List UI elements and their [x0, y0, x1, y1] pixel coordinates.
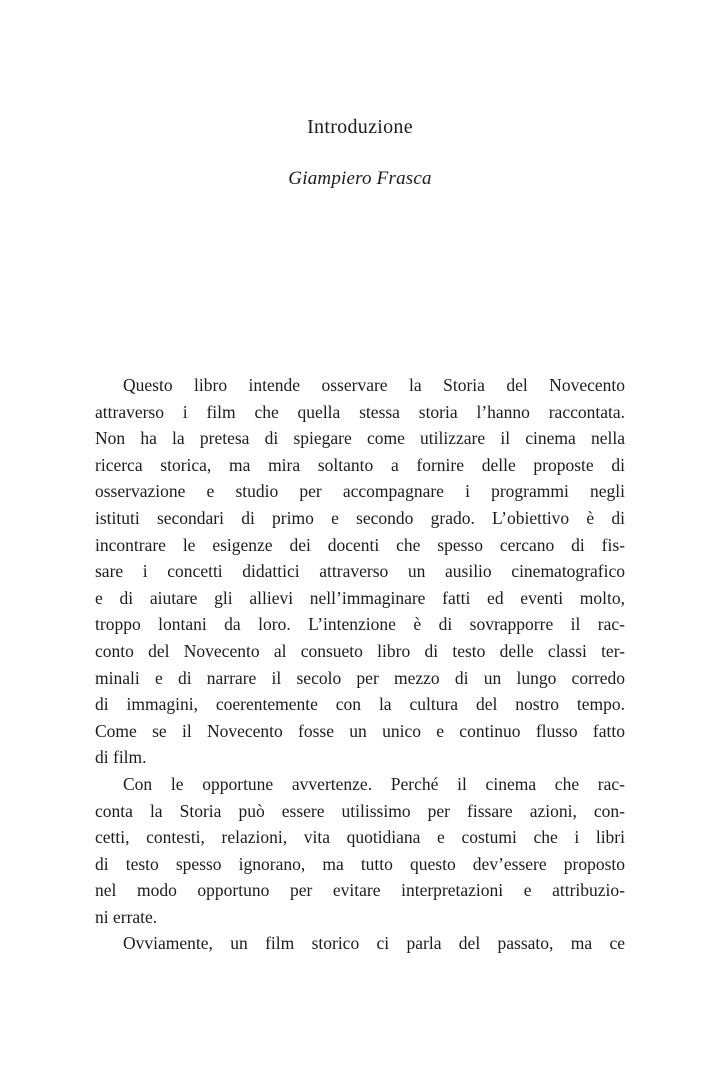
paragraph [95, 372, 625, 771]
text-line: di film. [95, 747, 147, 768]
author-name: Giampiero Frasca [288, 168, 432, 189]
body-text [95, 372, 625, 957]
text-line: Con le opportune avvertenze. Perché il cinema che rac- [123, 773, 625, 794]
text-line: attraverso i film che quella stessa storia l’hanno raccontata. [95, 401, 625, 422]
text-line: di testo spesso ignorano, ma tutto questo dev’essere proposto [95, 853, 625, 874]
text-line: Non ha la pretesa di spiegare come utilizzare il cinema nella [95, 428, 625, 449]
text-line: conta la Storia può essere utilissimo per fissare azioni, con- [95, 800, 625, 821]
text-line: Ovviamente, un film storico ci parla del passato, ma ce [123, 933, 625, 954]
text-line: conto del Novecento al consueto libro di testo delle classi ter- [95, 640, 625, 661]
paragraph [95, 930, 625, 957]
text-line: istituti secondari di primo e secondo grado. L’obiettivo è di [95, 507, 625, 528]
text-line: di immagini, coerentemente con la cultura del nostro tempo. [95, 694, 625, 715]
text-line: osservazione e studio per accompagnare i programmi negli [95, 481, 625, 502]
text-line: ricerca storica, ma mira soltanto a fornire delle proposte di [95, 454, 625, 475]
text-line: incontrare le esigenze dei docenti che spesso cercano di fis- [95, 534, 625, 555]
text-line: sare i concetti didattici attraverso un ausilio cinematografico [95, 561, 625, 582]
text-line: troppo lontani da loro. L’intenzione è di sovrapporre il rac- [95, 614, 625, 635]
chapter-title: Introduzione [307, 116, 413, 138]
text-line: Come se il Novecento fosse un unico e continuo flusso fatto [95, 720, 625, 741]
text-line: nel modo opportuno per evitare interpretazioni e attribuzio- [95, 880, 625, 901]
text-line: e di aiutare gli allievi nell’immaginare fatti ed eventi molto, [95, 587, 625, 608]
text-line: minali e di narrare il secolo per mezzo di un lungo corredo [95, 667, 625, 688]
paragraph [95, 771, 625, 931]
text-line: cetti, contesti, relazioni, vita quotidiana e costumi che i libri [95, 827, 625, 848]
text-line: ni errate. [95, 906, 158, 927]
text-line: Questo libro intende osservare la Storia del Novecento [123, 375, 625, 395]
